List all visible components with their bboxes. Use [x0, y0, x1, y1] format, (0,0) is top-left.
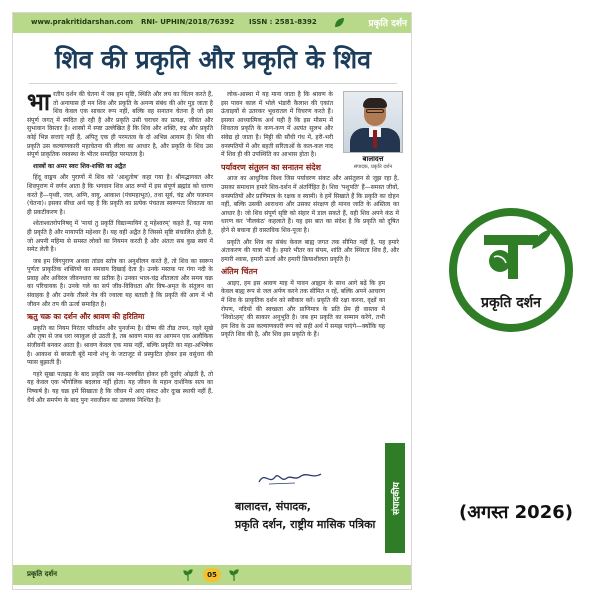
author-role: संपादक, प्रकृति दर्शन	[353, 164, 393, 170]
magazine-page	[12, 12, 412, 590]
author-name: बालादत्त	[362, 155, 384, 163]
paragraph: शास्त्रों का अमर स्वरः शिव-शक्ति का अद्वैत	[33, 162, 126, 170]
plant-icon	[183, 569, 193, 581]
paragraph: आइए, हम इस श्रावण माह में पावन आह्वान के साथ आगे बढ़ें कि हम केवल बाह्य रूप से जल अर्पण करने तक सीमित न रहें, बल्कि अपने आचरण में शिव के प्राकृतिक दर्शन को स्वीकार करें। प्रकृति की रक्षा करना, वृक्षों का रोपण, नदियों की स्वच्छता और प्राणिमात्र के प्रति प्रेम ही वास्तव में 'शिवोऽहम्' की साकार अनुभूति है। जब हम प्रकृति का सम्मान करेंगे, तभी हम शिव के उस कल्याणकारी रूप को सही अर्थ में समझ पाएंगे—क्योंकि यह प्रकृति शिव की है, और शिव इस प्रकृति के हैं।	[221, 279, 385, 339]
paragraph: श्वेताश्वतरोपनिषद् में 'मायां तु प्रकृतिं विद्यान्मायिनं तु महेश्वरम्' कहते हैं, यह माया ही प्रकृति है और मायापति महेश्वर हैं। यह वही अद्वैत है जिससे सृष्टि संचालित होती है, जो अपनी महिमा से समस्त लोकों का नियमन करती है और अंततः सब कुछ स्वयं में समेट लेती है।	[27, 220, 213, 254]
magazine-logo	[446, 205, 576, 335]
issn-number: ISSN : 2581-8392	[249, 18, 317, 26]
rni-number: RNI- UPHIN/2018/76392	[141, 18, 235, 26]
plant-icon	[229, 569, 239, 581]
author-photo-block	[343, 91, 403, 170]
signature-image	[255, 469, 325, 487]
page-number: 05	[203, 568, 221, 582]
paragraph: हिंदू वाङ्मय और पुराणों में शिव को 'आशुतोष' कहा गया है। श्रीमद्भागवत और शिवपुराण में वर्णन आता है कि भगवान शिव आठ रूपों में इस संपूर्ण ब्रह्मांड को धारण करते हैं—पृथ्वी, जल, अग्नि, वायु, आकाश (पंचमहाभूत), तथा सूर्य, चंद्र और यजमान (चेतना)। इसका सीधा अर्थ यह है कि प्रकृति का प्रत्येक पंचतत्व स्वरूपतः शिवतत्व का ही प्रकटीकरण है।	[27, 174, 213, 216]
footer-magazine-name: प्रकृति दर्शन	[27, 570, 57, 578]
signature-line-2: प्रकृति दर्शन, राष्ट्रीय मासिक पत्रिका	[235, 518, 376, 531]
paragraph: रतीय दर्शन की चेतना में जब हम सृष्टि, स्थिति और लय का चिंतन करते हैं, तो अनायास ही मन शिव और प्रकृति के अनन्य संबंध की ओर मुड़ जाता है शिव केवल एक साकार रूप नहीं, बल्कि वह सनातन चेतना हैं जो इस संपूर्ण जगत् में स्पंदित हो रही है और प्रकृति उसी चराचर का प्रत्यक्ष, जीवंत और सुभावान विस्तार है। शास्त्रों में स्पष्ट उल्लेखित है कि शिव और शक्ति, रुद्र और प्रकृति कोई भिन्न सत्ताएं नहीं हैं, अपितु एक ही परमतत्व के दो अभिन्न आयाम हैं। शिव की प्रकृति उस कल्याणकारी महाचेतना की लीला का आधार है, और प्रकृति के शिव उस संपूर्ण प्राकृतिक व्यवस्था के भीतर समाहित परमतत्व है।	[27, 91, 213, 159]
paragraph: प्रकृति का नियम निरंतर परिवर्तन और पुनर्जन्म है। ग्रीष्म की तीव्र तपन, गहरे सूखे और तृषा से जब धरा व्याकुल हो उठती है, तब श्रावण मास का आगमन एक अलौकिक संजीवनी बनकर आता है। श्रावण केवल एक मास नहीं, बल्कि प्रकृति का महा-अभिषेक है। आकाश से बरसती बूंदें मानो शंभु के जटाजूट से प्रस्फुटित होकर इस वसुंधरा की प्यास बुझाती हैं।	[27, 324, 213, 367]
section-tag	[385, 443, 405, 553]
subhead-season: ऋतु चक्र का दर्शन और श्रावण की हरितिमा	[27, 312, 145, 322]
paragraph: गहरे सूखा पतझड़ के बाद प्रकृति जब नव-पल्लवित होकर हरी दूर्वाएं ओढ़ती है, तो यह केवल एक भौगोलिक बदलाव नहीं होता। यह जीवन के महान दार्शनिक सत्य का निष्कर्ष है। यह चक्र हमें सिखाता है कि जीवन में आए संकट और दुःख स्थायी नहीं हैं, धैर्य और समर्पण के बाद पुनः नवजीवन का उल्लास निश्चित है।	[27, 370, 213, 404]
section-tag-label: संपादकीय	[391, 481, 402, 515]
signature-line-1: बालादत्त, संपादक,	[235, 500, 311, 513]
issue-date: (अगस्त 2026)	[459, 502, 573, 523]
paragraph: आज का आधुनिक विश्व जिस पर्यावरण संकट और असंतुलन से जूझ रहा है, उसका समाधान हमारे शिव-दर्शन में अंतर्निहित है। शिव 'पशुपति' हैं—समस्त जीवों, वनस्पतियों और प्राणिमात्र के रक्षक व स्वामी। वे हमें सिखाते हैं कि प्रकृति का दोहन नहीं, बल्कि उसकी आराधना और उसका संरक्षण ही मानव जाति के अस्तित्व का आधार है। जो शिव संपूर्ण सृष्टि को संहार में डाल सकते हैं, वही शिव अपने कंठ में धारण कर 'नीलकंठ' कहलाते हैं। यह इस बात का संदेश है कि प्रकृति को दूषित होने से बचाना ही वास्तविक शिव-पूजा है।	[221, 175, 399, 234]
website-url[interactable]: www.prakritidarshan.com	[31, 18, 134, 26]
header-magazine-name: प्रकृति दर्शन	[368, 19, 407, 29]
article-title: शिव की प्रकृति और प्रकृति के शिव	[55, 45, 371, 74]
paragraph: प्रकृति और शिव का संबंध केवल बाह्य जगत तक सीमित नहीं है, यह हमारे अंतःकरण की यात्रा भी है। हमारे भीतर का संयम, शांति और स्थिरता शिव हैं, और हमारी श्वास, हमारी ऊर्जा और हमारी क्रियाशीलता प्रकृति है।	[221, 238, 399, 263]
paragraph: जब हम लिंगपुराण अथवा तांडव स्तोत्र का अनुशीलन करते हैं, तो शिव का स्वरूप पूर्णतः प्राकृतिक शक्तियों का समवाय दिखाई देता है। उनके मस्तक पर गंगा नदी के प्रवाह और अविरल जीवनधारा का प्रतीक है। उनका भाल-चंद्र शीतलता और समय चक्र का परिचायक है। उनके गले का सर्प जीव-विविधता और विष-अमृत के संतुलन का संवाहक है और उनके तीसरे नेत्र की ज्वाला यह बताती है कि प्रकृति की आग में भी जीवन और तप की ऊर्जा समाहित है।	[27, 257, 213, 308]
subhead-final: अंतिम चिंतन	[221, 267, 258, 277]
drop-cap: भा	[27, 88, 51, 116]
title-divider	[29, 83, 397, 84]
header-bar	[13, 13, 412, 33]
footer-bar	[13, 565, 412, 585]
left-column	[27, 88, 213, 408]
leaf-icon	[333, 17, 345, 29]
author-photo	[343, 91, 403, 153]
subhead-environment: पर्यावरण संतुलन का सनातन संदेश	[221, 162, 321, 172]
logo-text: प्रकृति दर्शन	[481, 295, 541, 311]
paragraph: लोक-आस्था में यह माना जाता है कि श्रावण के इस पावन काल में भोले भंडारी कैलाश की एकांत ऊंचाइयों से उतरकर भूधरातल में विचरण करते हैं। इसका आध्यात्मिक अर्थ यही है कि इस मौसम में शिवतत्व प्रकृति के कण-कण में अत्यंत सुलभ और संवेद्य हो जाता है। मिट्टी की सौंधी गंध में, हरी-भरी वनस्पतियों में और बहती सरिताओं के कल-कल नाद में शिव ही की उपस्थिति का आभास होता है।	[221, 91, 333, 159]
